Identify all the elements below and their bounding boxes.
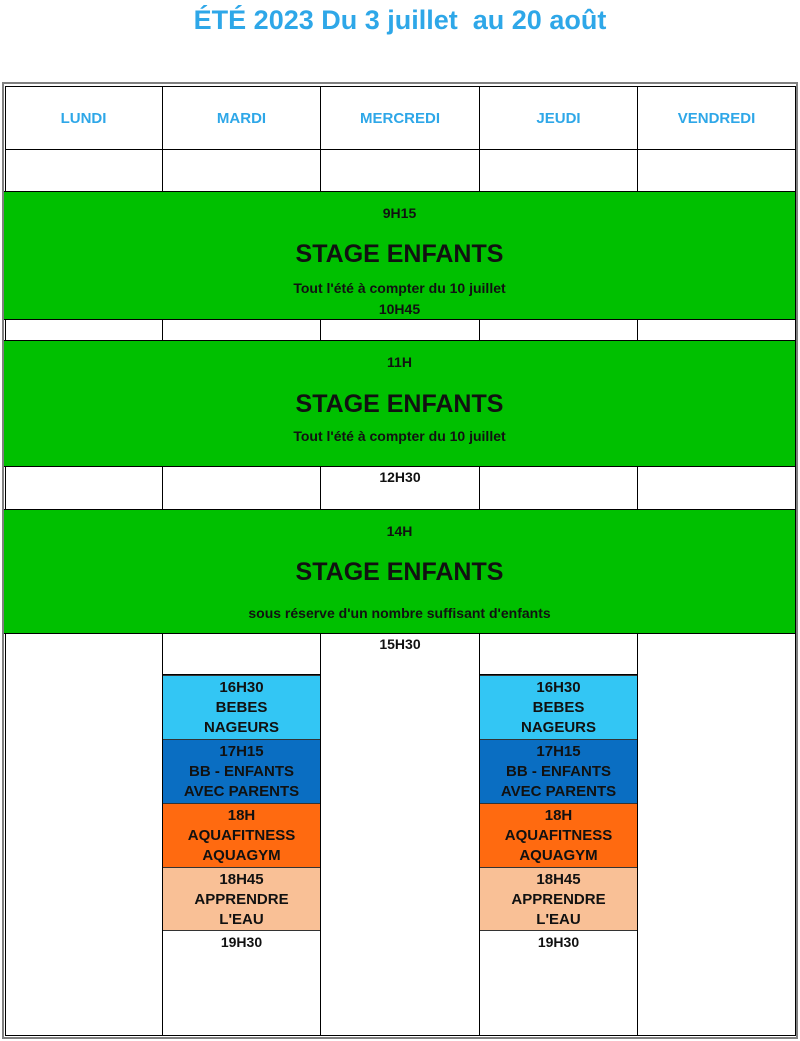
grid-line — [5, 149, 796, 150]
grid-line — [637, 633, 638, 1036]
end-time-label: 19H30 — [537, 934, 580, 950]
block-line: BB - ENFANTS — [506, 763, 611, 780]
block-line: NAGEURS — [520, 719, 596, 736]
grid-line — [479, 319, 480, 341]
band-note: Tout l'été à compter du 10 juillet — [293, 280, 506, 296]
apprendre-eau-block — [480, 867, 637, 931]
band-heading: STAGE ENFANTS — [295, 558, 504, 586]
block-time: 17H15 — [536, 743, 581, 760]
grid-line — [637, 466, 638, 510]
band-start-time: 11H — [387, 354, 412, 370]
block-time: 17H15 — [219, 743, 264, 760]
aquafitness-block — [163, 803, 320, 867]
block-line: BEBES — [532, 699, 585, 716]
end-time-label: 15H30 — [379, 636, 421, 652]
day-header-lundi: LUNDI — [60, 109, 107, 127]
page-title: ÉTÉ 2023 Du 3 juillet au 20 août — [193, 5, 607, 35]
band-heading: STAGE ENFANTS — [295, 240, 504, 268]
band-note: sous réserve d'un nombre suffisant d'enfants — [248, 605, 551, 621]
band-heading: STAGE ENFANTS — [295, 390, 504, 418]
bb-enfants-block — [163, 739, 320, 803]
grid-line — [795, 86, 796, 1036]
grid-line — [479, 466, 480, 510]
block-line: NAGEURS — [203, 719, 279, 736]
stage-band-morning-2 — [4, 340, 795, 467]
bb-enfants-block — [480, 739, 637, 803]
block-line: AQUAFITNESS — [187, 827, 296, 844]
block-time: 18H — [227, 807, 256, 824]
grid-line — [320, 319, 321, 341]
block-line: AVEC PARENTS — [183, 783, 300, 800]
block-line: AQUAFITNESS — [504, 827, 613, 844]
block-line: AQUAGYM — [519, 847, 598, 864]
day-header-mardi: MARDI — [216, 109, 267, 127]
block-time: 18H45 — [219, 871, 264, 888]
block-line: AVEC PARENTS — [500, 783, 617, 800]
block-time: 18H — [544, 807, 573, 824]
aquafitness-block — [480, 803, 637, 867]
block-time: 16H30 — [536, 679, 581, 696]
stage-band-morning-1 — [4, 191, 795, 320]
block-time: 16H30 — [219, 679, 264, 696]
band-end-time: 10H45 — [378, 301, 421, 317]
block-line: L'EAU — [219, 911, 264, 928]
day-header-mercredi: MERCREDI — [359, 109, 440, 127]
block-line: BEBES — [215, 699, 268, 716]
grid-line — [5, 1035, 796, 1036]
apprendre-eau-block — [163, 867, 320, 931]
day-header-vendredi: VENDREDI — [677, 109, 756, 127]
block-line: APPRENDRE — [194, 891, 289, 908]
block-line: AQUAGYM — [202, 847, 281, 864]
day-header-jeudi: JEUDI — [536, 109, 581, 127]
block-time: 18H45 — [536, 871, 581, 888]
band-note: Tout l'été à compter du 10 juillet — [293, 428, 506, 444]
end-time-label: 12H30 — [379, 469, 421, 485]
block-line: L'EAU — [536, 911, 581, 928]
band-start-time: 14H — [386, 523, 413, 539]
end-time-label: 19H30 — [220, 934, 263, 950]
grid-line — [162, 319, 163, 341]
block-line: BB - ENFANTS — [189, 763, 294, 780]
bebes-nageurs-block — [163, 675, 320, 739]
bebes-nageurs-block — [480, 675, 637, 739]
band-start-time: 9H15 — [382, 205, 417, 221]
stage-band-afternoon — [4, 509, 795, 634]
block-line: APPRENDRE — [511, 891, 606, 908]
grid-line — [162, 466, 163, 510]
grid-line — [637, 319, 638, 341]
grid-line — [320, 633, 321, 1036]
